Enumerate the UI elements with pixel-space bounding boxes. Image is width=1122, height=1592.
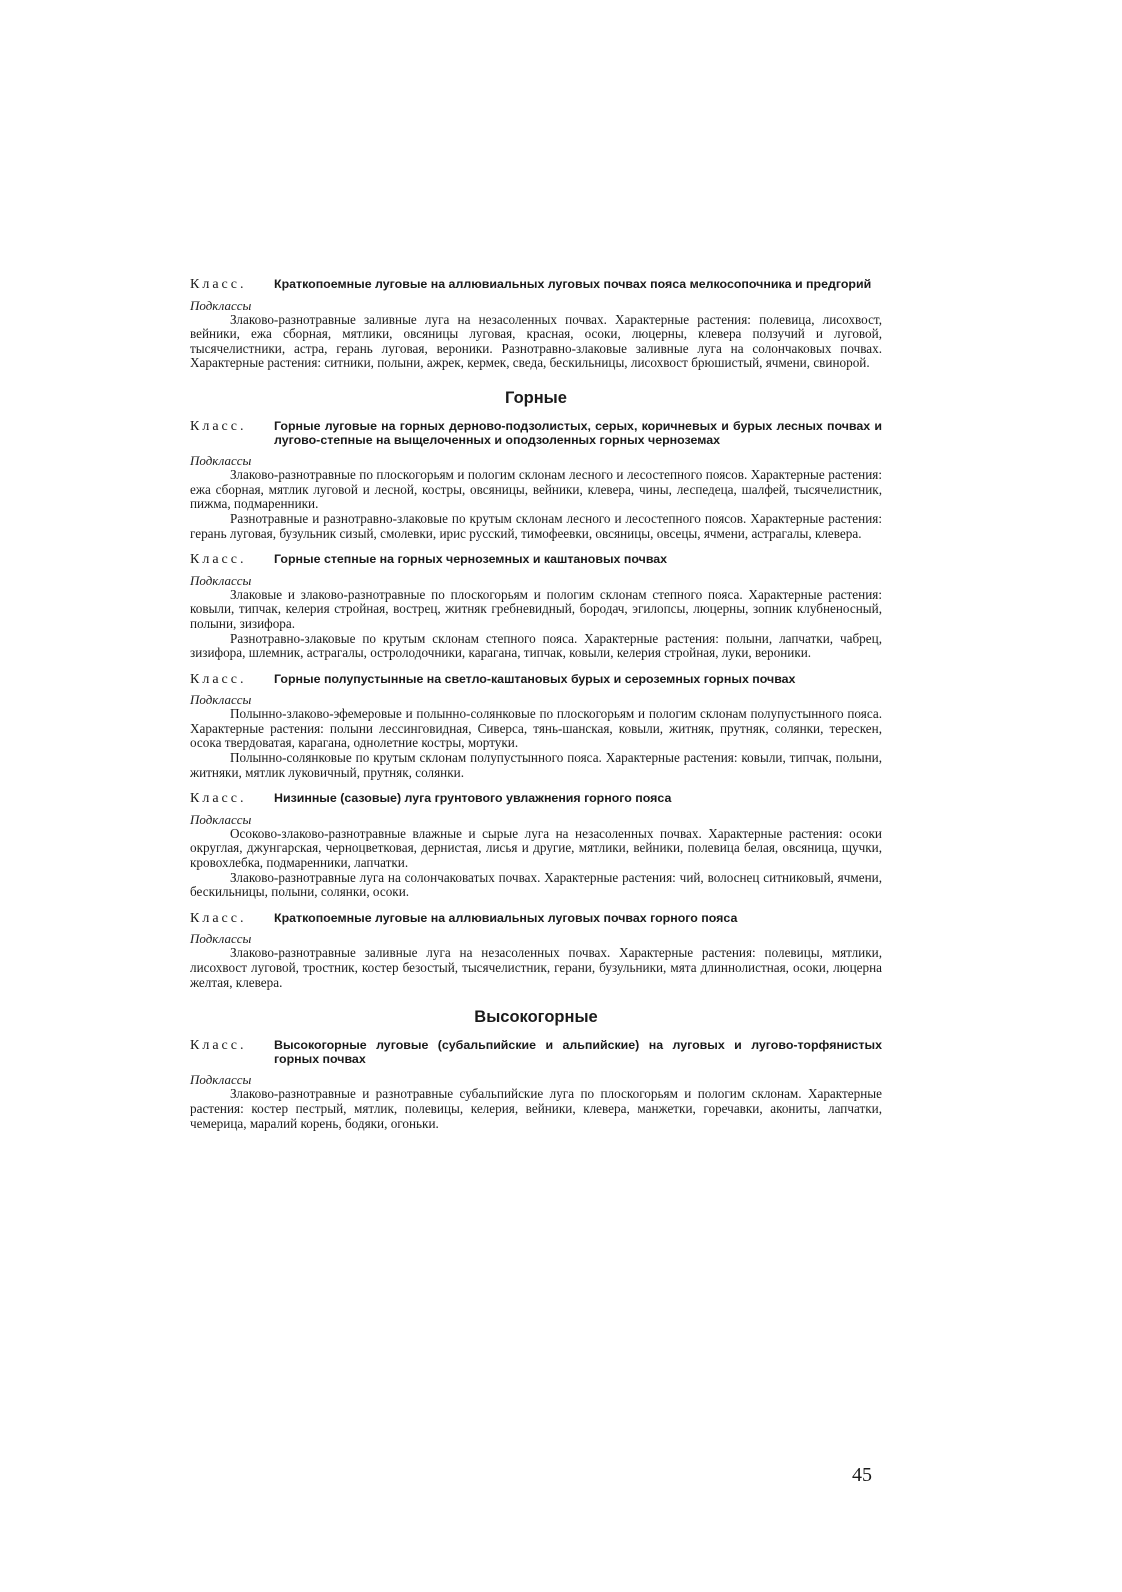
paragraph: Злаково-разнотравные заливные луга на незасоленных почвах. Характерные растения: полевица, лисохвост, вейники, ежа сборная, мятлики, овсяницы луговая, красная, осоки, люцерны, клевера ползучий и луговой, тысячелистники, астра, герань луговая, вероники. Разнотравно-злаковые заливные луга на солончаковых почвах. Характерные растения: ситники, полыни, ажрек, кермек, сведа, бескильницы, лисохвост брюшистый, ячмени, свинорой. bbox=[190, 311, 882, 371]
class-label: Класс. bbox=[190, 418, 247, 434]
class-title: Высокогорные луговые (субальпийские и альпийские) на луговых и лугово-торфянистых горных почвах bbox=[274, 1038, 882, 1066]
paragraph: Разнотравно-злаковые по крутым склонам степного пояса. Характерные растения: полыни, лапчатки, чабрец, зизифора, шлемник, астрагалы, остролодочники, карагана, типчак, ковыли, келерия стройная, луки, вероники. bbox=[190, 630, 882, 661]
class-heading bbox=[190, 792, 882, 806]
class-heading bbox=[190, 420, 882, 447]
class-label: Класс. bbox=[190, 277, 247, 292]
class-title: Краткопоемные луговые на аллювиальных луговых почвах пояса мелкосопочника и предгорий bbox=[274, 277, 872, 291]
paragraph: Полынно-солянковые по крутым склонам полупустынного пояса. Характерные растения: ковыли, типчак, полыни, житняки, мятлик луковичный, прутняк, солянки. bbox=[190, 750, 882, 780]
class-heading bbox=[190, 553, 882, 567]
class-label: Класс. bbox=[190, 552, 247, 568]
class-title: Низинные (сазовые) луга грунтового увлажнения горного пояса bbox=[274, 791, 672, 806]
paragraph: Разнотравные и разнотравно-злаковые по крутым склонам лесного и лесостепного поясов. Характерные растения: герань луговая, бузульник сизый, смолевки, ирис русский, тимофеевки, овсяницы, овсецы, ячмени, астрагалы, клевера. bbox=[190, 510, 882, 541]
paragraph: Злаково-разнотравные луга на солончаковатых почвах. Характерные растения: чий, волоснец ситниковый, ячмени, бескильницы, полыни, солянки, осоки. bbox=[190, 869, 882, 900]
subclasses-label: Подклассы bbox=[190, 931, 252, 947]
paragraph: Злаково-разнотравные заливные луга на незасоленных почвах. Характерные растения: полевицы, мятлики, лисохвост луговой, тростник, костер безостый, тысячелистник, герани, бузульники, мята длиннолистная, осоки, люцерна желтая, клевера. bbox=[190, 945, 882, 990]
class-label: Класс. bbox=[190, 910, 247, 926]
document-content bbox=[190, 278, 882, 1131]
class-title: Горные луговые на горных дерново-подзолистых, серых, коричневых и бурых лесных почвах и лугово-степные на выщелоченных и оподзоленных горных черноземах bbox=[274, 418, 882, 447]
class-label: Класс. bbox=[190, 1038, 247, 1054]
section-heading: Высокогорные bbox=[474, 1008, 598, 1027]
paragraph: Полынно-злаково-эфемеровые и полынно-солянковые по плоскогорьям и пологим склонам полупустынного пояса. Характерные растения: полыни лессинговидная, Сиверса, тянь-шанская, ковыли, житняк, прутняк, солянки, терескен, осока твердоватая, карагана, однолетние костры, мортуки. bbox=[190, 706, 882, 751]
class-title: Горные полупустынные на светло-каштановых бурых и сероземных горных почвах bbox=[274, 671, 796, 686]
paragraph: Злаковые и злаково-разнотравные по плоскогорьям и пологим склонам степного пояса. Характерные растения: ковыли, типчак, келерия стройная, вострец, житняк гребневидный, бородач, эгилопсы, люцерны, зопник клубненосный, полыни, зизифора. bbox=[190, 586, 882, 631]
class-heading bbox=[190, 912, 882, 926]
section-heading: Горные bbox=[505, 388, 567, 407]
class-title: Краткопоемные луговые на аллювиальных луговых почвах горного пояса bbox=[274, 910, 738, 925]
class-heading bbox=[190, 278, 882, 292]
class-heading bbox=[190, 1039, 882, 1066]
paragraph: Злаково-разнотравные и разнотравные субальпийские луга по плоскогорьям и пологим склонам. Характерные растения: костер пестрый, мятлик, полевицы, келерия, вейники, клевера, манжетки, горечавки, акониты, лапчатки, чемерица, маралий корень, бодяки, огоньки. bbox=[190, 1086, 882, 1131]
subclasses-label: Подклассы bbox=[190, 297, 252, 313]
subclasses-label: Подклассы bbox=[190, 692, 252, 708]
page-number: 45 bbox=[852, 1464, 872, 1486]
paragraph: Осоково-злаково-разнотравные влажные и сырые луга на незасоленных почвах. Характерные растения: осоки округлая, джунгарская, черноцветковая, дернистая, лисья и другие, мятлики, вейники, полевица белая, овсяница, щучки, кровохлебка, подмаренники, лапчатки. bbox=[190, 825, 882, 871]
class-label: Класс. bbox=[190, 671, 247, 687]
subclasses-label: Подклассы bbox=[190, 811, 252, 827]
class-title: Горные степные на горных черноземных и каштановых почвах bbox=[274, 552, 668, 567]
subclasses-label: Подклассы bbox=[190, 572, 252, 588]
subclasses-label: Подклассы bbox=[190, 1072, 252, 1088]
subclasses-label: Подклассы bbox=[190, 453, 252, 469]
paragraph: Злаково-разнотравные по плоскогорьям и пологим склонам лесного и лесостепного поясов. Характерные растения: ежа сборная, мятлик луговой и лесной, костры, овсяницы, вейники, клевера, чины, леспедеца, шалфей, тысячелистник, пижма, подмаренники. bbox=[190, 467, 882, 512]
class-label: Класс. bbox=[190, 791, 247, 807]
class-heading bbox=[190, 673, 882, 687]
